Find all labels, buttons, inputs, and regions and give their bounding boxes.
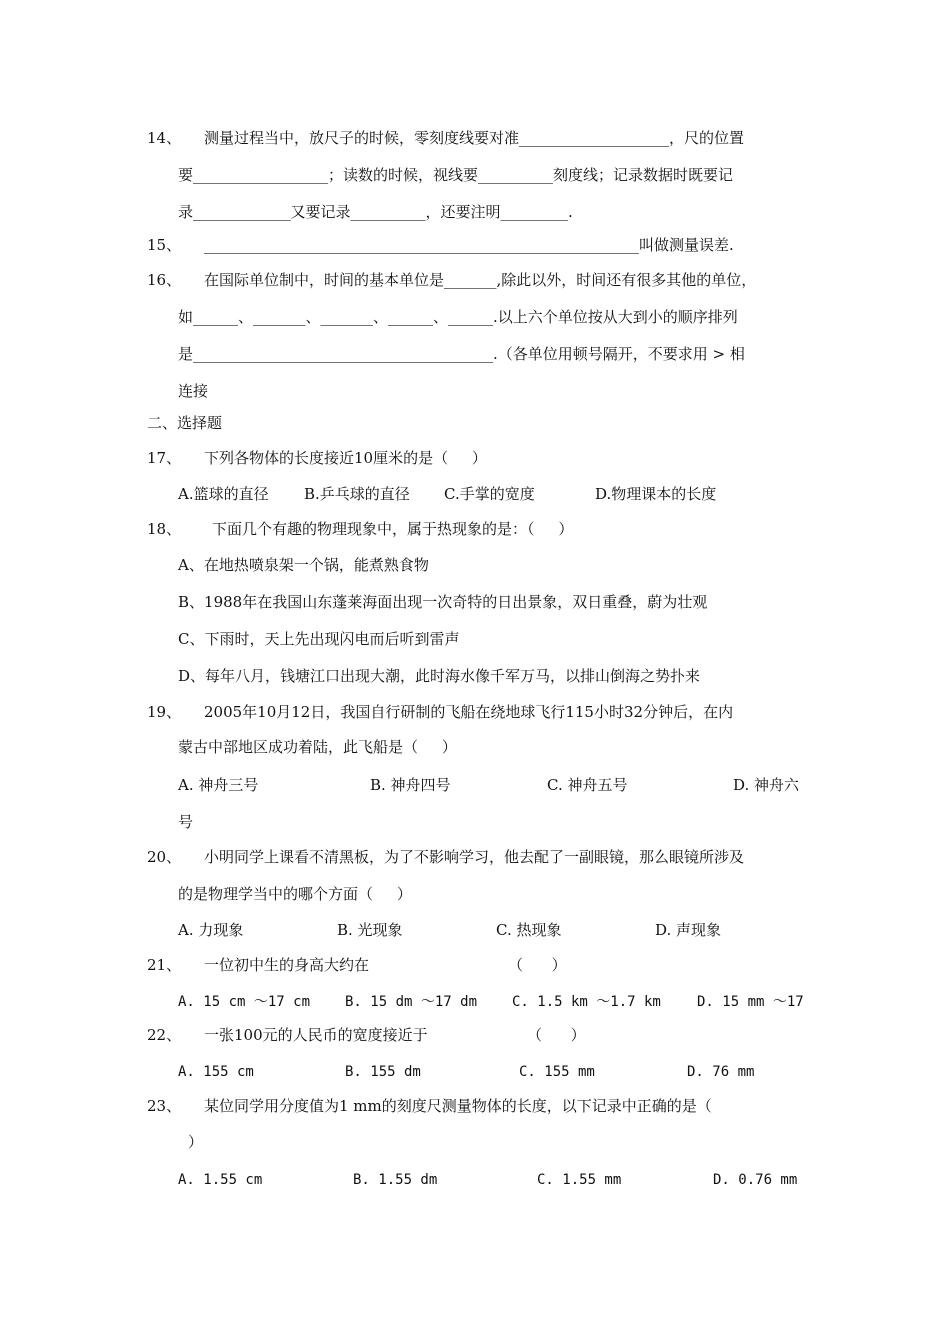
question-number: 16、 — [147, 271, 182, 289]
option-c: C. 1.55 mm — [537, 1172, 622, 1188]
question-text: 2005年10月12日，我国自行研制的飞船在绕地球飞行115小时32分钟后，在内 — [204, 703, 734, 721]
question-number: 15、 — [147, 236, 182, 254]
question-text: 在国际单位制中，时间的基本单位是_______,除此以外，时间还有很多其他的单位， — [204, 271, 757, 289]
option-b: B.乒乓球的直径 — [304, 485, 410, 503]
option-d: D. 76 mm — [687, 1064, 755, 1080]
question-number: 14、 — [147, 129, 182, 147]
question-number: 21、 — [147, 956, 182, 974]
question-text: __________________________________________________________叫做测量误差. — [204, 236, 734, 254]
question-text: 是________________________________________.（各单位用顿号隔开，不要求用 > 相 — [178, 345, 745, 363]
question-number: 23、 — [147, 1097, 182, 1115]
question-text: 小明同学上课看不清黑板，为了不影响学习，他去配了一副眼镜，那么眼镜所涉及 — [204, 848, 745, 866]
question-text: 如______、_______、_______、______、______.以上六个单位按从大到小的顺序排列 — [178, 308, 738, 326]
option-d: D. 神舟六 — [733, 776, 800, 794]
question-text: 蒙古中部地区成功着陆，此飞船是（ ） — [178, 738, 457, 756]
question-text: 要__________________；读数的时候，视线要__________刻度线；记录数据时既要记 — [178, 166, 734, 184]
option-d: D. 15 mm ～17 — [697, 994, 804, 1010]
question-text: 下列各物体的长度接近10厘米的是（ ） — [204, 449, 487, 467]
question-text: 一张100元的人民币的宽度接近于 — [204, 1026, 428, 1044]
option-b: B、1988年在我国山东蓬莱海面出现一次奇特的日出景象，双日重叠，蔚为壮观 — [178, 593, 708, 611]
option-d: D.物理课本的长度 — [595, 485, 717, 503]
option-c: C.手掌的宽度 — [444, 485, 535, 503]
question-text: 连接 — [178, 382, 209, 400]
question-text: 测量过程当中，放尺子的时候，零刻度线要对准____________________，尺的位置 — [204, 129, 745, 147]
option-a: A、在地热喷泉架一个锅，能煮熟食物 — [178, 556, 429, 574]
option-c: C、下雨时，天上先出现闪电而后听到雷声 — [178, 630, 460, 648]
option-d: D. 0.76 mm — [713, 1172, 798, 1188]
option-c: C. 神舟五号 — [547, 776, 628, 794]
question-text: 下面几个有趣的物理现象中，属于热现象的是：（ ） — [212, 520, 574, 538]
option-a: A. 神舟三号 — [178, 776, 259, 794]
question-number: 18、 — [147, 520, 182, 538]
option-b: B. 15 dm ～17 dm — [345, 994, 478, 1010]
question-number: 19、 — [147, 703, 182, 721]
option-b: B. 1.55 dm — [353, 1172, 438, 1188]
option-c: C. 热现象 — [496, 921, 562, 939]
option-b: B. 155 dm — [345, 1064, 421, 1080]
option-c: C. 1.5 km ～1.7 km — [512, 994, 661, 1010]
option-a: A. 1.55 cm — [178, 1172, 263, 1188]
question-number: 20、 — [147, 848, 182, 866]
question-text: 录_____________又要记录__________，还要注明_________. — [178, 203, 573, 221]
option-a: A. 15 cm ～17 cm — [178, 994, 311, 1010]
section-heading: 二、选择题 — [147, 414, 223, 432]
option-c: C. 155 mm — [519, 1064, 595, 1080]
question-text: 的是物理学当中的哪个方面（ ） — [178, 885, 412, 903]
option-a: A. 力现象 — [178, 921, 244, 939]
question-number: 17、 — [147, 449, 182, 467]
option-b: B. 神舟四号 — [370, 776, 451, 794]
option-b: B. 光现象 — [337, 921, 403, 939]
option-d: D. 声现象 — [655, 921, 722, 939]
question-text: ） — [188, 1133, 204, 1151]
option-a: A.篮球的直径 — [178, 485, 269, 503]
question-text: 一位初中生的身高大约在 — [204, 956, 370, 974]
option-d-wrap: 号 — [178, 813, 194, 831]
option-a: A. 155 cm — [178, 1064, 254, 1080]
question-number: 22、 — [147, 1026, 182, 1044]
question-text: 某位同学用分度值为1 mm的刻度尺测量物体的长度，以下记录中正确的是（ — [204, 1097, 712, 1115]
option-d: D、每年八月，钱塘江口出现大潮，此时海水像千军万马，以排山倒海之势扑来 — [178, 667, 701, 685]
answer-paren: （ ） — [508, 956, 567, 974]
answer-paren: （ ） — [527, 1026, 586, 1044]
